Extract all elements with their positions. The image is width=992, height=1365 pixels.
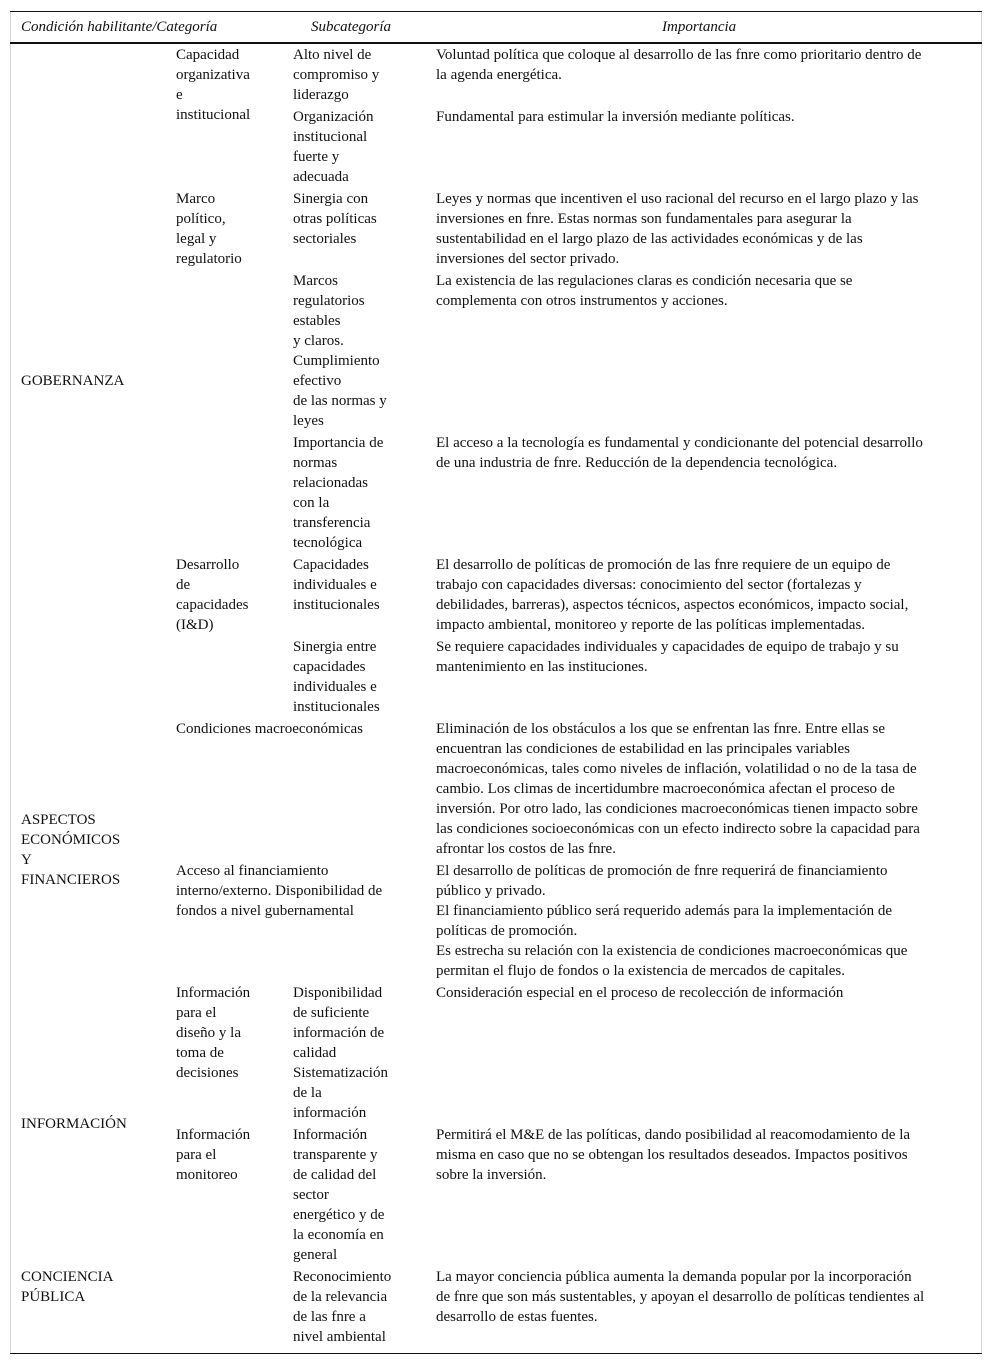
subcategory-cell: Importancia de normas relacionadas con la transferencia tecnológica: [293, 435, 384, 551]
category-cell: Condiciones macroeconómicas: [176, 721, 364, 737]
category-cell: Información para el monitoreo: [176, 1127, 251, 1183]
category-cell: Acceso al financiamiento interno/externo. Disponibilidad de fondos a nivel gubernamental: [176, 863, 383, 919]
importance-cell: Consideración especial en el proceso de recolección de información: [436, 985, 844, 1001]
table-bottom-rule: [10, 1353, 982, 1354]
subcategory-cell: Capacidades individuales e institucionales: [293, 557, 380, 613]
category-cell: Marco político, legal y regulatorio: [176, 191, 242, 267]
importance-cell: La mayor conciencia pública aumenta la demanda popular por la incorporación de fnre que son más sustentables, y apoyan el desarrollo de políticas tendientes al desarrollo de estas fuentes.: [436, 1269, 925, 1325]
table-left-border: [10, 11, 11, 1354]
subcategory-cell: Marcos regulatorios estables y claros. Cumplimiento efectivo de las normas y leyes: [293, 273, 387, 429]
subcategory-cell: Sinergia con otras políticas sectoriales: [293, 191, 377, 247]
table-top-rule: [10, 11, 982, 12]
subcategory-cell: Sinergia entre capacidades individuales e institucionales: [293, 639, 380, 715]
group-aspectos-economicos: ASPECTOS ECONÓMICOS Y FINANCIEROS: [21, 812, 121, 888]
header-importancia: Importancia: [662, 19, 737, 35]
importance-cell: La existencia de las regulaciones claras es condición necesaria que se complementa con otros instrumentos y acciones.: [436, 273, 853, 309]
importance-cell: Fundamental para estimular la inversión mediante políticas.: [436, 109, 795, 125]
subcategory-cell: Información transparente y de calidad del sector energético y de la economía en general: [293, 1127, 385, 1263]
subcategory-cell: Alto nivel de compromiso y liderazgo: [293, 47, 380, 103]
importance-cell: El acceso a la tecnología es fundamental y condicionante del potencial desarrollo de una industria de fnre. Reducción de la dependencia tecnológica.: [436, 435, 923, 471]
subcategory-cell: Reconocimiento de la relevancia de las fnre a nivel ambiental: [293, 1269, 392, 1345]
importance-cell: Se requiere capacidades individuales y capacidades de equipo de trabajo y su mantenimiento en las instituciones.: [436, 639, 899, 675]
group-conciencia-publica: CONCIENCIA PÚBLICA: [21, 1269, 114, 1305]
header-condicion: Condición habilitante/Categoría: [21, 19, 218, 35]
category-cell: Capacidad organizativa e institucional: [176, 47, 251, 123]
category-cell: Información para el diseño y la toma de decisiones: [176, 985, 251, 1081]
group-informacion: INFORMACIÓN: [21, 1116, 127, 1132]
subcategory-cell: Disponibilidad de suficiente información de calidad Sistematización de la información: [293, 985, 388, 1121]
group-gobernanza: GOBERNANZA: [21, 373, 125, 389]
category-cell: Desarrollo de capacidades (I&D): [176, 557, 249, 633]
subcategory-cell: Organización institucional fuerte y adecuada: [293, 109, 374, 185]
importance-cell: El desarrollo de políticas de promoción de fnre requerirá de financiamiento público y privado. El financiamiento público será requerido además para la implementación de políticas de promoción. Es estrecha su relación con la existencia de condiciones macroeconómicas que permitan el flujo de fondos o la existencia de mercados de capitales.: [436, 863, 908, 979]
importance-cell: El desarrollo de políticas de promoción de las fnre requiere de un equipo de trabajo con capacidades diversas: conocimiento del sector (fortalezas y debilidades, barreras), aspectos técnicos, aspectos económicos, impacto social, impacto ambiental, monitoreo y reporte de las políticas implementadas.: [436, 557, 909, 633]
importance-cell: Eliminación de los obstáculos a los que se enfrentan las fnre. Entre ellas se encuentran las condiciones de estabilidad en las principales variables macroeconómicas, tales como niveles de inflación, volatilidad o no de la tasa de cambio. Los climas de incertidumbre macroeconómica afectan el proceso de inversión. Por otro lado, las condiciones macroeconómicas tienen impacto sobre las condiciones socioeconómicas con un efecto indirecto sobre la capacidad para afrontar los costos de las fnre.: [436, 721, 920, 857]
header-rule: [10, 42, 982, 44]
table-right-border: [981, 11, 982, 1354]
importance-cell: Permitirá el M&E de las políticas, dando posibilidad al reacomodamiento de la misma en caso que no se obtengan los resultados deseados. Impactos positivos sobre la inversión.: [436, 1127, 911, 1183]
header-subcategoria: Subcategoría: [311, 19, 391, 35]
importance-cell: Voluntad política que coloque al desarrollo de las fnre como prioritario dentro de la agenda energética.: [436, 47, 922, 83]
importance-cell: Leyes y normas que incentiven el uso racional del recurso en el largo plazo y las inversiones en fnre. Estas normas son fundamentales para asegurar la sustentabilidad en el largo plazo de las actividades económicas y de las inversiones del sector privado.: [436, 191, 919, 267]
